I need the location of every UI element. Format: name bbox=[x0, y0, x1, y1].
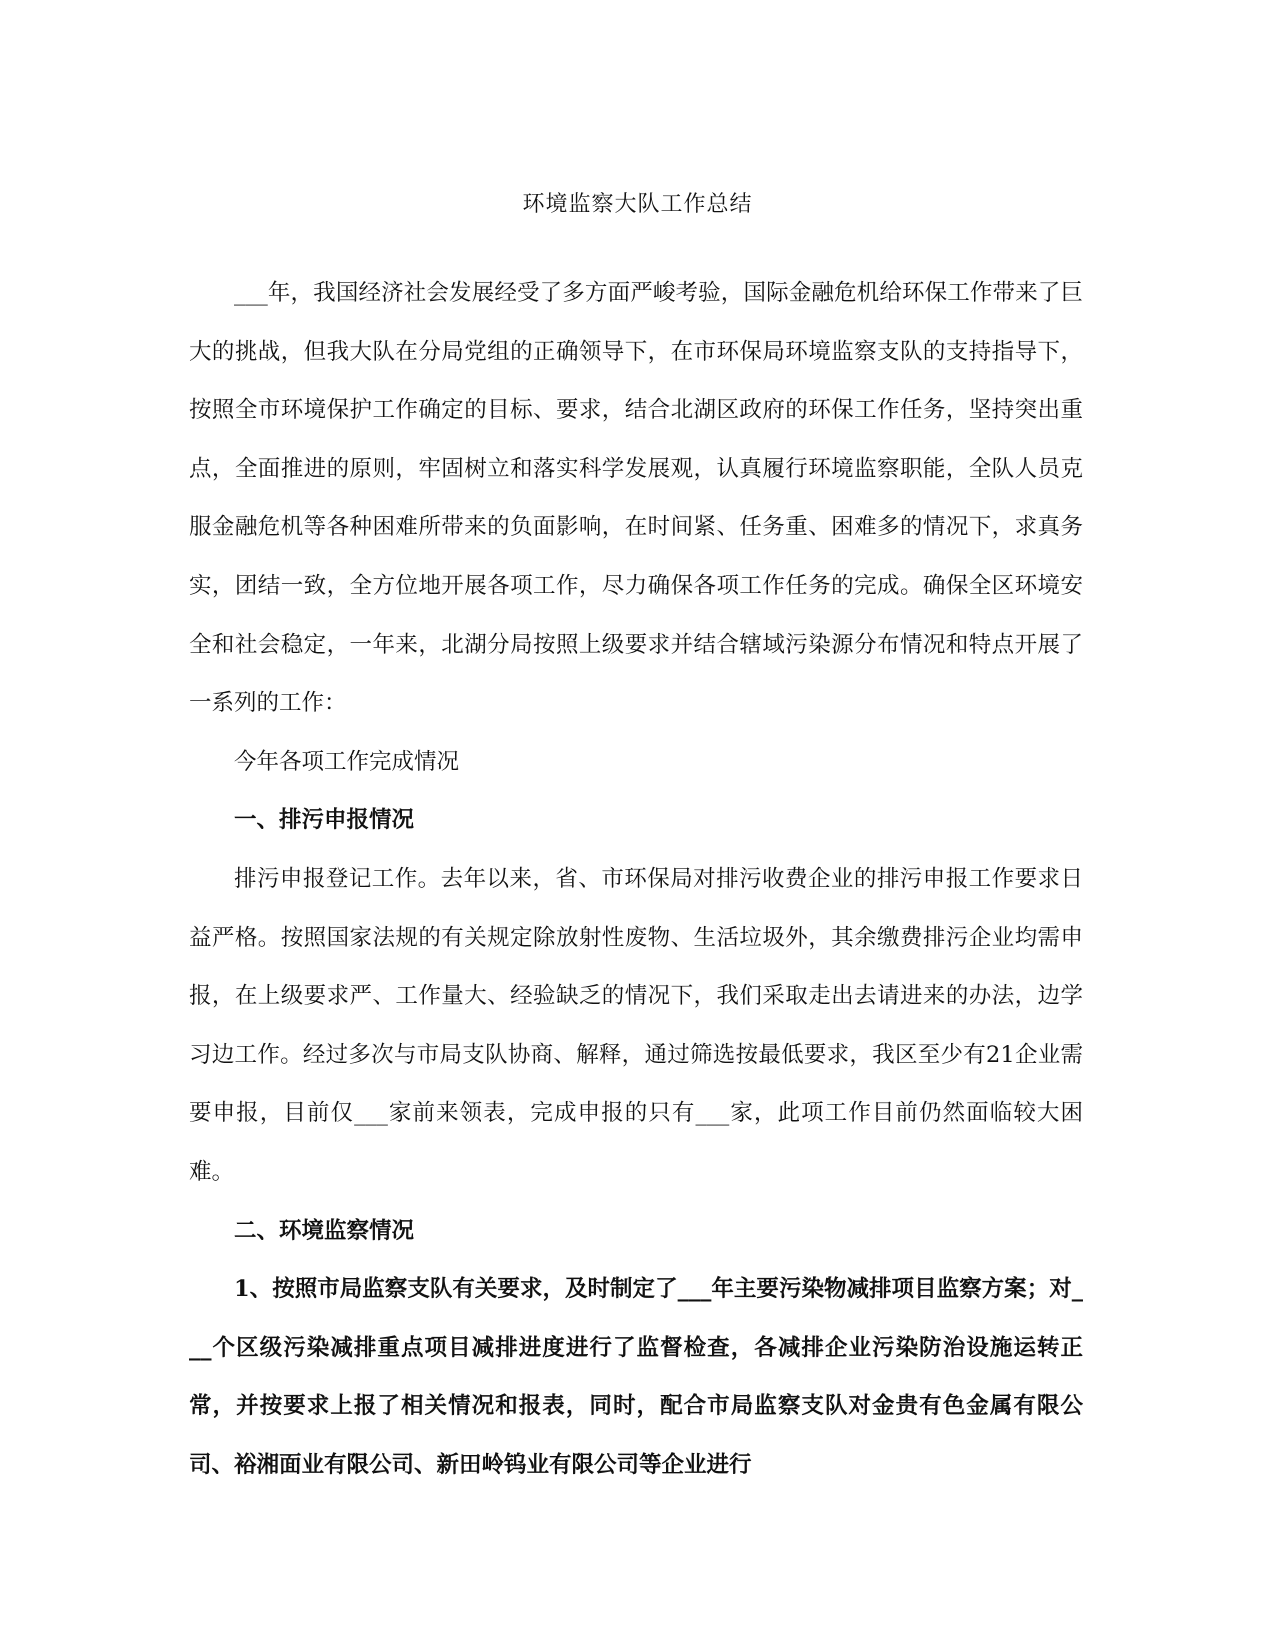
declaration-paragraph: 排污申报登记工作。去年以来，省、市环保局对排污收费企业的排污申报工作要求日益严格。按照国家法规的有关规定除放射性废物、生活垃圾外，其余缴费排污企业均需申报，在上级要求严、工作量大、经验缺乏的情况下，我们采取走出去请进来的办法，边学习边工作。经过多次与市局支队协商、解释，通过筛选按最低要求，我区至少有21企业需要申报，目前仅___家前来领表，完成申报的只有___家，此项工作目前仍然面临较大困难。 bbox=[189, 865, 1083, 1185]
section-intro-line: 今年各项工作完成情况 bbox=[234, 748, 460, 775]
supervision-paragraph: 1、按照市局监察支队有关要求，及时制定了___年主要污染物减排项目监察方案；对___个区级污染减排重点项目减排进度进行了监督检查，各减排企业污染防治设施运转正常，并按要求上报了相关情况和报表，同时，配合市局监察支队对金贵有色金属有限公司、裕湘面业有限公司、新田岭钨业有限公司等企业进行 bbox=[189, 1276, 1083, 1478]
section-heading-2: 二、环境监察情况 bbox=[234, 1217, 415, 1244]
section-heading-1: 一、排污申报情况 bbox=[234, 807, 415, 834]
intro-paragraph: ___年，我国经济社会发展经受了多方面严峻考验，国际金融危机给环保工作带来了巨大的挑战，但我大队在分局党组的正确领导下，在市环保局环境监察支队的支持指导下，按照全市环境保护工作确定的目标、要求，结合北湖区政府的环保工作任务，坚持突出重点，全面推进的原则，牢固树立和落实科学发展观，认真履行环境监察职能，全队人员克服金融危机等各种困难所带来的负面影响，在时间紧、任务重、困难多的情况下，求真务实，团结一致，全方位地开展各项工作，尽力确保各项工作任务的完成。确保全区环境安全和社会稳定，一年来，北湖分局按照上级要求并结合辖域污染源分布情况和特点开展了一系列的工作： bbox=[189, 280, 1083, 717]
document-title: 环境监察大队工作总结 bbox=[522, 192, 753, 217]
document-body bbox=[189, 264, 1083, 1494]
